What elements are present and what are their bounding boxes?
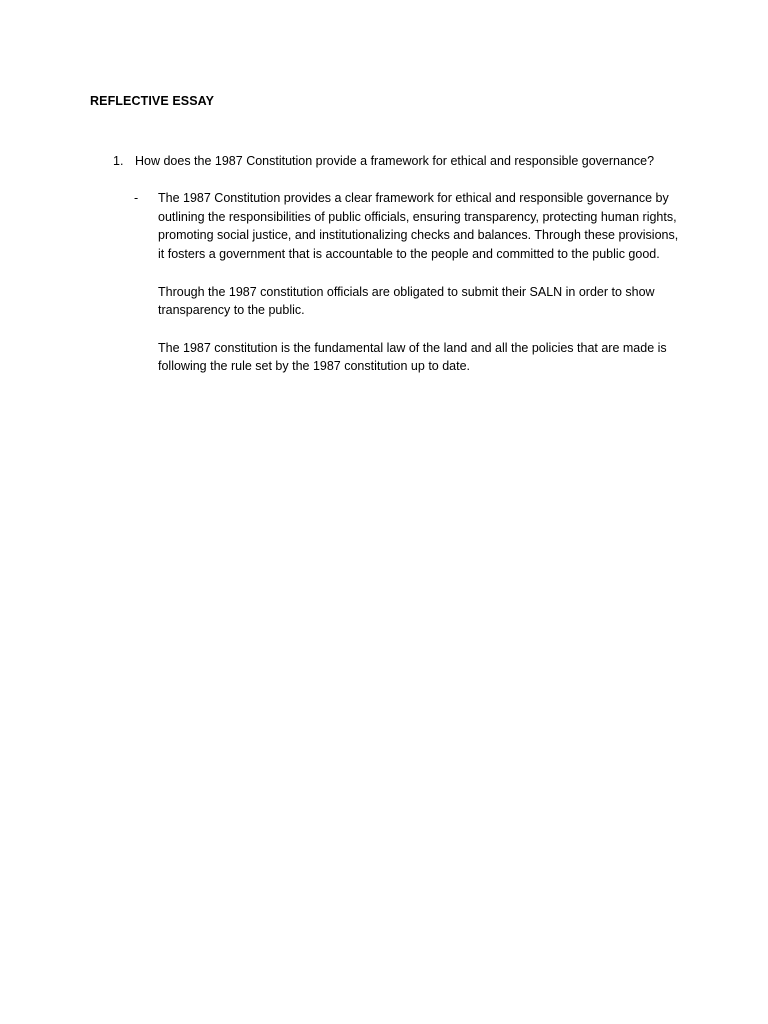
answer-paragraph: The 1987 Constitution provides a clear framework for ethical and responsible governance by outlining the responsibilities of public officials, ensuring transparency, protecting human rights, promoting social justice, and institutionalizing checks and balances. Through these provisions, it fosters a government that is accountable to the people and committed to the public good. [158, 191, 679, 262]
question-number: 1. [113, 154, 124, 168]
document-title: REFLECTIVE ESSAY [90, 94, 215, 108]
answer-bullet: - [134, 191, 139, 205]
answer-body [158, 189, 686, 376]
answer-paragraph: Through the 1987 constitution officials are obligated to submit their SALN in order to show transparency to the public. [158, 284, 655, 318]
question-text: How does the 1987 Constitution provide a framework for ethical and responsible governance? [135, 154, 655, 168]
answer-paragraph: The 1987 constitution is the fundamental law of the land and all the policies that are made is following the rule set by the 1987 constitution up to date. [158, 340, 667, 374]
